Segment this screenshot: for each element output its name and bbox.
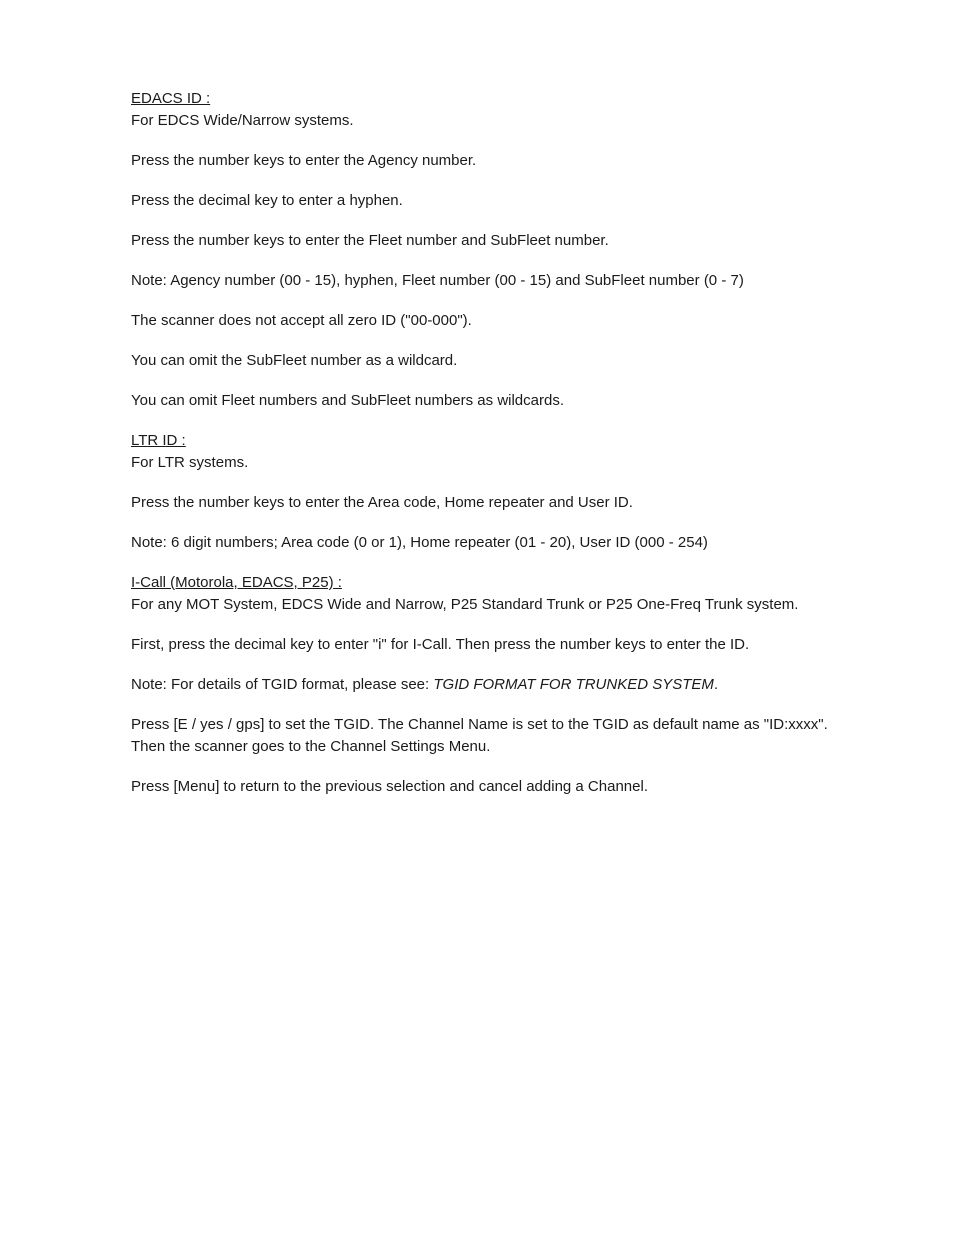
edacs-fleet-wildcard: You can omit Fleet numbers and SubFleet numbers as wildcards. [131, 392, 565, 409]
edacs-subfleet-wildcard: You can omit the SubFleet number as a wildcard. [131, 352, 458, 369]
edacs-section [131, 88, 871, 132]
icall-step-1: First, press the decimal key to enter "i" for I-Call. Then press the number keys to enter the ID. [131, 636, 750, 653]
document-page [131, 88, 871, 816]
edacs-zero-id-note: The scanner does not accept all zero ID ("00-000"). [131, 312, 472, 329]
icall-press-menu: Press [Menu] to return to the previous selection and cancel adding a Channel. [131, 778, 648, 795]
edacs-heading: EDACS ID : [131, 90, 211, 107]
ltr-step-1: Press the number keys to enter the Area code, Home repeater and User ID. [131, 494, 633, 511]
icall-note-prefix: Note: For details of TGID format, please see: [131, 676, 434, 693]
edacs-step-3: Press the number keys to enter the Fleet number and SubFleet number. [131, 232, 609, 249]
icall-heading: I-Call (Motorola, EDACS, P25) : [131, 574, 342, 591]
ltr-section [131, 430, 871, 474]
edacs-step-1: Press the number keys to enter the Agency number. [131, 152, 477, 169]
icall-note-suffix: . [713, 676, 719, 693]
icall-press-e-line-1: Press [E / yes / gps] to set the TGID. The Channel Name is set to the TGID as default name as "ID:xxxx". [131, 716, 828, 733]
edacs-note: Note: Agency number (00 - 15), hyphen, Fleet number (00 - 15) and SubFleet number (0 - 7) [131, 272, 744, 289]
icall-note-reference: TGID FORMAT FOR TRUNKED SYSTEM [433, 676, 714, 693]
ltr-heading: LTR ID : [131, 432, 186, 449]
icall-press-e [131, 714, 871, 758]
edacs-step-2: Press the decimal key to enter a hyphen. [131, 192, 403, 209]
ltr-note: Note: 6 digit numbers; Area code (0 or 1), Home repeater (01 - 20), User ID (000 - 254) [131, 534, 708, 551]
ltr-intro: For LTR systems. [131, 454, 249, 471]
icall-tgid-note [131, 674, 871, 696]
icall-press-e-line-2: Then the scanner goes to the Channel Settings Menu. [131, 738, 491, 755]
icall-intro: For any MOT System, EDCS Wide and Narrow, P25 Standard Trunk or P25 One-Freq Trunk system. [131, 596, 799, 613]
icall-section [131, 572, 871, 616]
edacs-intro: For EDCS Wide/Narrow systems. [131, 112, 354, 129]
